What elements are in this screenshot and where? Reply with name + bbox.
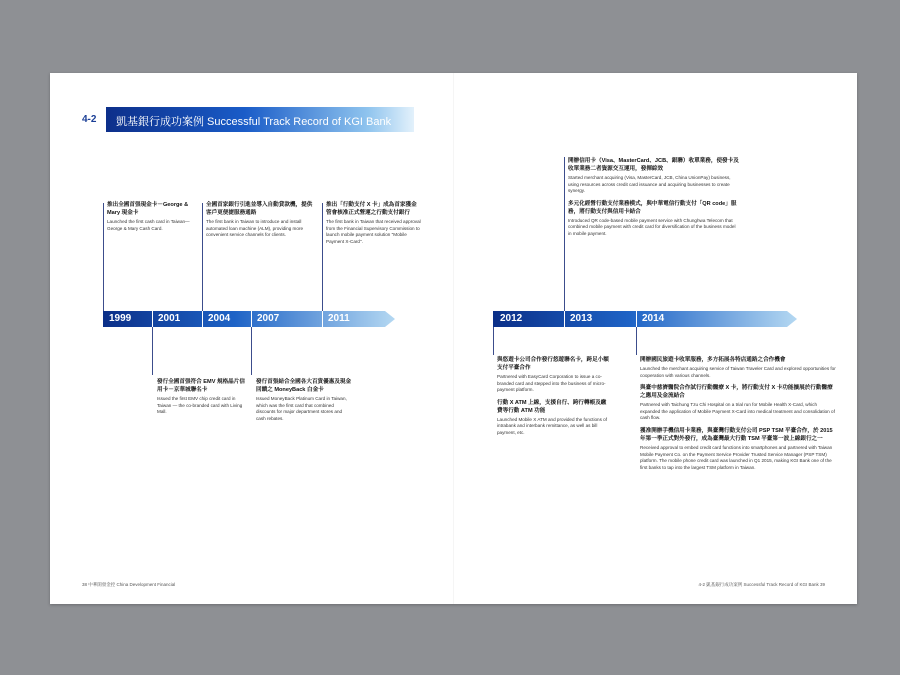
separator-2014 xyxy=(636,311,637,327)
entry-2007 xyxy=(256,378,352,427)
separator-2011 xyxy=(322,311,323,327)
entry-2001 xyxy=(157,378,245,421)
entry-2014-2-zh: 與臺中慈濟醫院合作試行行動醫療 X 卡，將行動支付 X 卡功能擴展於行動醫療之應用及金流結合 xyxy=(640,385,833,400)
section-title: 凱基銀行成功案例 Successful Track Record of KGI Bank xyxy=(116,116,392,128)
connector-2013 xyxy=(564,157,565,311)
entry-2013-1-en: Started merchant acquiring (Visa, MasterCard, JCB, China UnionPay) business, using resources across credit card issuance and acquiring businesses to create synergy. xyxy=(568,175,731,194)
connector-2012 xyxy=(493,327,494,355)
separator-2013 xyxy=(564,311,565,327)
separator-2007 xyxy=(251,311,252,327)
separator-2004 xyxy=(202,311,203,327)
entry-2012-2-zh: 行動 X ATM 上線，支援自行、跨行轉帳及繳費等行動 ATM 功能 xyxy=(497,399,607,414)
entry-2014-1-zh: 開辦國民旅遊卡收單服務，多方拓展各特店通路之合作機會 xyxy=(640,357,786,363)
entry-2007-zh: 發行首張結合全國各大百貨優惠及現金回饋之 MoneyBack 白金卡 xyxy=(256,379,352,393)
year-1999: 1999 xyxy=(109,313,132,324)
year-2014: 2014 xyxy=(642,313,665,324)
entry-1999 xyxy=(107,201,195,237)
footer-right: 4-2 凱基銀行成功案例 Successful Track Record of KGI Bank 39 xyxy=(698,582,825,587)
entry-2001-zh: 發行全國首張符合 EMV 規格晶片信用卡－京華城聯名卡 xyxy=(157,379,245,393)
entry-2004 xyxy=(206,201,316,244)
year-2011: 2011 xyxy=(328,313,350,324)
entry-2011-en: The first bank in Taiwan that received approval from the Financial Supervisory Commission to launch mobile payment solution "Mobile Payment X-Card". xyxy=(326,219,421,244)
entry-2001-en: Issued the first EMV chip credit card in Taiwan — the co-branded card with Living Mall. xyxy=(157,396,243,415)
brochure-spread xyxy=(50,73,857,604)
entry-2014-2-en: Partnered with Taichung Tzu Chi Hospital on a trial run for Mobile Health X-Card, which expanded the application of Mobile Payment X-Card into medical treatment and consolidation of cash flow. xyxy=(640,402,835,421)
year-2012: 2012 xyxy=(500,313,523,324)
entry-2011-zh: 推出「行動支付 X 卡」成為首家獲金管會核准正式營運之行動支付銀行 xyxy=(326,202,417,216)
connector-2001 xyxy=(152,327,153,375)
page-gutter xyxy=(453,73,454,604)
entry-2013 xyxy=(568,157,740,243)
section-title-bar xyxy=(106,107,414,132)
footer-left: 38 中華開發金控 China Development Financial xyxy=(82,582,176,587)
timeline-arrow-left xyxy=(103,311,395,327)
year-2004: 2004 xyxy=(208,313,231,324)
connector-1999 xyxy=(103,203,104,311)
entry-2012-1-zh: 與悠遊卡公司合作發行悠遊聯名卡，跨足小額支付平臺合作 xyxy=(497,357,609,371)
entry-2004-zh: 全國首家銀行引進並導入自動貸款機，提供客戶更便捷服務通路 xyxy=(206,202,313,216)
entry-1999-zh: 推出全國首張現金卡－George & Mary 現金卡 xyxy=(107,202,189,216)
year-2001: 2001 xyxy=(158,313,181,324)
entry-2004-en: The first bank in Taiwan to introduce and install automated loan machine (ALM), providing more convenient service channels for clients. xyxy=(206,219,304,238)
connector-2004 xyxy=(202,203,203,311)
entry-2014 xyxy=(640,356,836,476)
entry-2012 xyxy=(497,356,609,442)
separator-2001 xyxy=(152,311,153,327)
entry-2012-2-en: Launched Mobile X ATM and provided the functions of intrabank and interbank remittance, as well as bill payment, etc. xyxy=(497,416,607,435)
entry-2013-2-en: Introduced QR code-based mobile payment service with Chunghwa Telecom that combined mobile payment with credit card for diversification of the business model in mobile payment. xyxy=(568,217,736,236)
section-number: 4-2 xyxy=(82,114,97,125)
entry-2012-1-en: Partnered with EasyCard Corporation to issue a co-branded card and stepped into the business of micro-payment platform. xyxy=(497,374,606,393)
connector-2014 xyxy=(636,327,637,355)
entry-1999-en: Launched the first cash card in Taiwan— George & Mary Cash Card. xyxy=(107,219,190,231)
entry-2007-en: Issued MoneyBack Platinum Card in Taiwan, which was the first card that combined discounts for major department stores and cash rebates. xyxy=(256,396,347,421)
entry-2011 xyxy=(326,201,422,250)
entry-2014-3-zh: 獲准開辦手機信用卡業務，與臺灣行動支付公司 PSP TSM 平臺合作，於 2015 年第一季正式對外發行，成為臺灣最大行動 TSM 平臺第一波上線銀行之一 xyxy=(640,427,833,442)
entry-2013-1-zh: 開辦信用卡（Visa、MasterCard、JCB、銀聯）收單業務，使發卡及收單業務二者資源交互運用，發揮綜效 xyxy=(568,158,739,172)
connector-2007 xyxy=(251,327,252,375)
year-2007: 2007 xyxy=(257,313,280,324)
entry-2013-2-zh: 多元化經營行動支付業務模式，與中華電信行動支付「QR code」服務，將行動支付與信用卡結合 xyxy=(568,200,737,215)
year-2013: 2013 xyxy=(570,313,593,324)
entry-2014-1-en: Launched the merchant acquiring service of Taiwan Traveler Card and explored opportunities for cooperation with various channels. xyxy=(640,366,836,378)
entry-2014-3-en: Received approval to embed credit card functions into smartphones and partnered with Taiwan Mobile Payment Co. on the Payment Service Provider Trusted Service Manager (PSP TSM) platform. The mobile phone credit card was launched in Q1 2015, making KGI Bank one of the first banks to tap into the largest TSM platform in Taiwan. xyxy=(640,444,833,470)
connector-2011 xyxy=(322,203,323,311)
